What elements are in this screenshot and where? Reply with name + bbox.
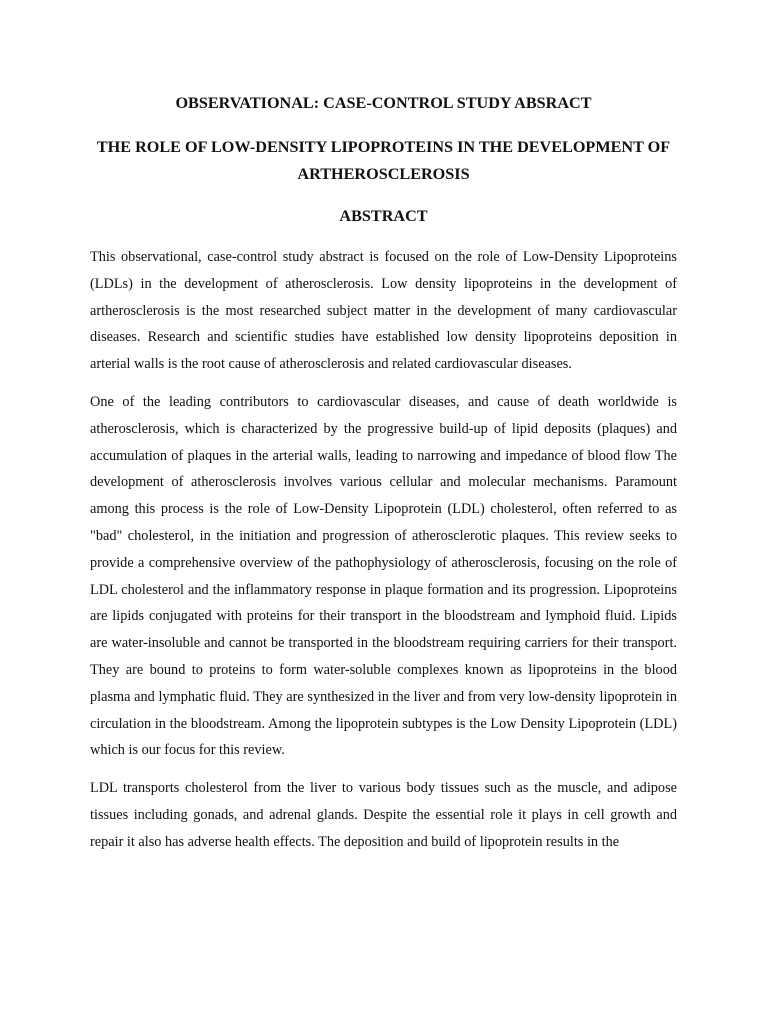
document-title: THE ROLE OF LOW-DENSITY LIPOPROTEINS IN THE DEVELOPMENT OF ARTHEROSCLEROSIS — [96, 138, 671, 183]
abstract-paragraph-2: One of the leading contributors to cardiovascular diseases, and cause of death worldwide is atherosclerosis, which is characterized by the progressive build-up of lipid deposits (plaques) and accumulation of plaques in the arterial walls, leading to narrowing and impedance of blood flow The development of atherosclerosis involves various cellular and molecular mechanisms. Paramount among this process is the role of Low-Density Lipoprotein (LDL) cholesterol, often referred to as "bad" cholesterol, in the initiation and progression of atherosclerotic plaques. This review seeks to provide a comprehensive overview of the pathophysiology of atherosclerosis, focusing on the role of LDL cholesterol and the inflammatory response in plaque formation and its progression. Lipoproteins are lipids conjugated with proteins for their transport in the bloodstream and lymphoid fluid. Lipids are water-insoluble and cannot be transported in the bloodstream requiring carriers for their transport. They are bound to proteins to form water-soluble complexes known as lipoproteins in the blood plasma and lymphatic fluid. They are synthesized in the liver and from very low-density lipoprotein in circulation in the bloodstream. Among the lipoprotein subtypes is the Low Density Lipoprotein (LDL) which is our focus for this review. — [90, 393, 677, 759]
abstract-paragraph-3: LDL transports cholesterol from the liver to various body tissues such as the muscle, and adipose tissues including gonads, and adrenal glands. Despite the essential role it plays in cell growth and repair it also has adverse health effects. The deposition and build of lipoprotein results in the — [90, 780, 677, 850]
study-type-heading: OBSERVATIONAL: CASE-CONTROL STUDY ABSRACT — [175, 94, 592, 112]
abstract-heading: ABSTRACT — [339, 207, 428, 225]
abstract-paragraph-1: This observational, case-control study abstract is focused on the role of Low-Density Lipoproteins (LDLs) in the development of atherosclerosis. Low density lipoproteins in the development of artherosclerosis is the most researched subject matter in the development of many cardiovascular diseases. Research and scientific studies have established low density lipoproteins deposition in arterial walls is the root cause of atherosclerosis and related cardiovascular diseases. — [90, 249, 677, 373]
document-page — [90, 90, 677, 856]
